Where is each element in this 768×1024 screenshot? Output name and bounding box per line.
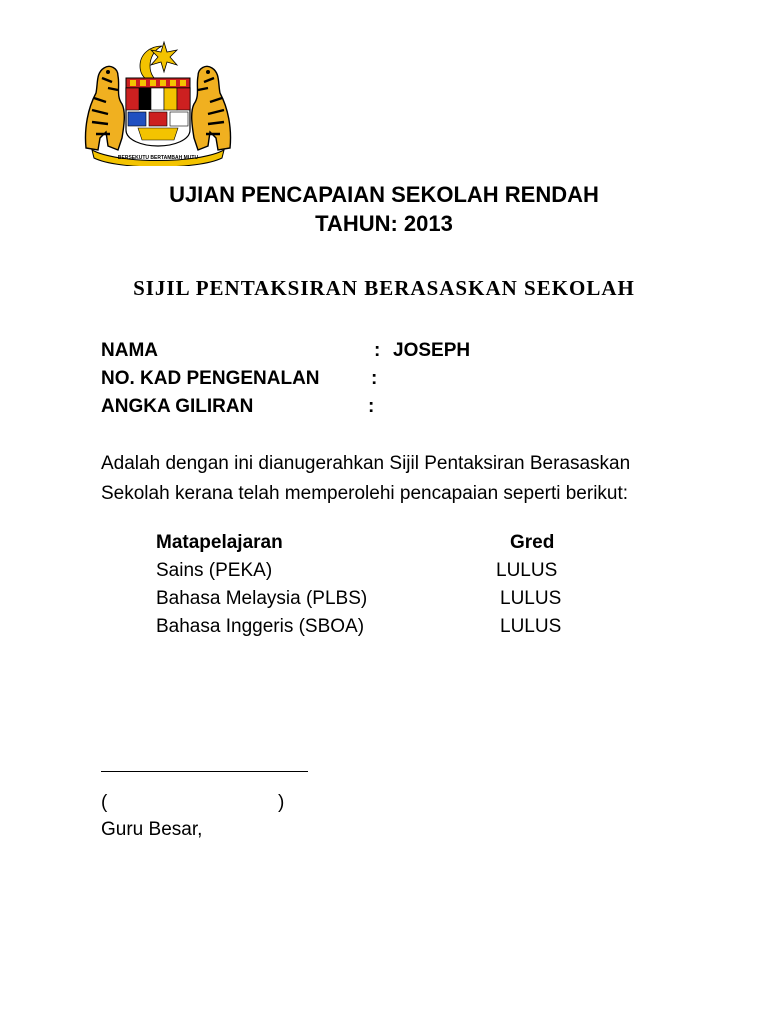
- subject-grade: LULUS: [496, 560, 558, 581]
- shield-icon: [126, 78, 190, 146]
- grade-header: Gred: [510, 532, 555, 553]
- field-colon: :: [368, 396, 375, 417]
- subject-header: Matapelajaran: [156, 532, 283, 553]
- subject-name: Sains (PEKA): [156, 560, 273, 581]
- subject-name: Bahasa Inggeris (SBOA): [156, 616, 365, 637]
- certificate-title: SIJIL PENTAKSIRAN BERASASKAN SEKOLAH: [133, 276, 635, 300]
- statement-line: Adalah dengan ini dianugerahkan Sijil Pentaksiran Berasaskan: [101, 453, 631, 474]
- subject-grade: LULUS: [500, 588, 562, 609]
- right-tiger-icon: [192, 66, 231, 150]
- field-label: NO. KAD PENGENALAN: [101, 368, 320, 389]
- left-tiger-icon: [85, 66, 124, 150]
- svg-text:BERSEKUTU BERTAMBAH MUTU: BERSEKUTU BERTAMBAH MUTU: [117, 155, 199, 161]
- signature-open-paren: (: [101, 792, 108, 813]
- signature-line: [101, 771, 308, 772]
- signatory-title: Guru Besar,: [101, 819, 203, 840]
- award-statement: [101, 449, 741, 509]
- field-value: JOSEPH: [393, 340, 471, 361]
- signature-close-paren: ): [278, 792, 285, 813]
- motto-ribbon: [92, 150, 224, 166]
- exam-title: UJIAN PENCAPAIAN SEKOLAH RENDAH: [169, 182, 599, 207]
- exam-year: TAHUN: 2013: [315, 211, 453, 236]
- subject-grade: LULUS: [500, 616, 562, 637]
- field-label: NAMA: [101, 340, 158, 361]
- field-colon: :: [371, 368, 378, 389]
- subject-name: Bahasa Melaysia (PLBS): [156, 588, 368, 609]
- coat-of-arms-logo: [78, 38, 238, 166]
- field-colon: :: [374, 340, 381, 361]
- statement-line: Sekolah kerana telah memperolehi pencapaian seperti berikut:: [101, 483, 629, 504]
- field-label: ANGKA GILIRAN: [101, 396, 254, 417]
